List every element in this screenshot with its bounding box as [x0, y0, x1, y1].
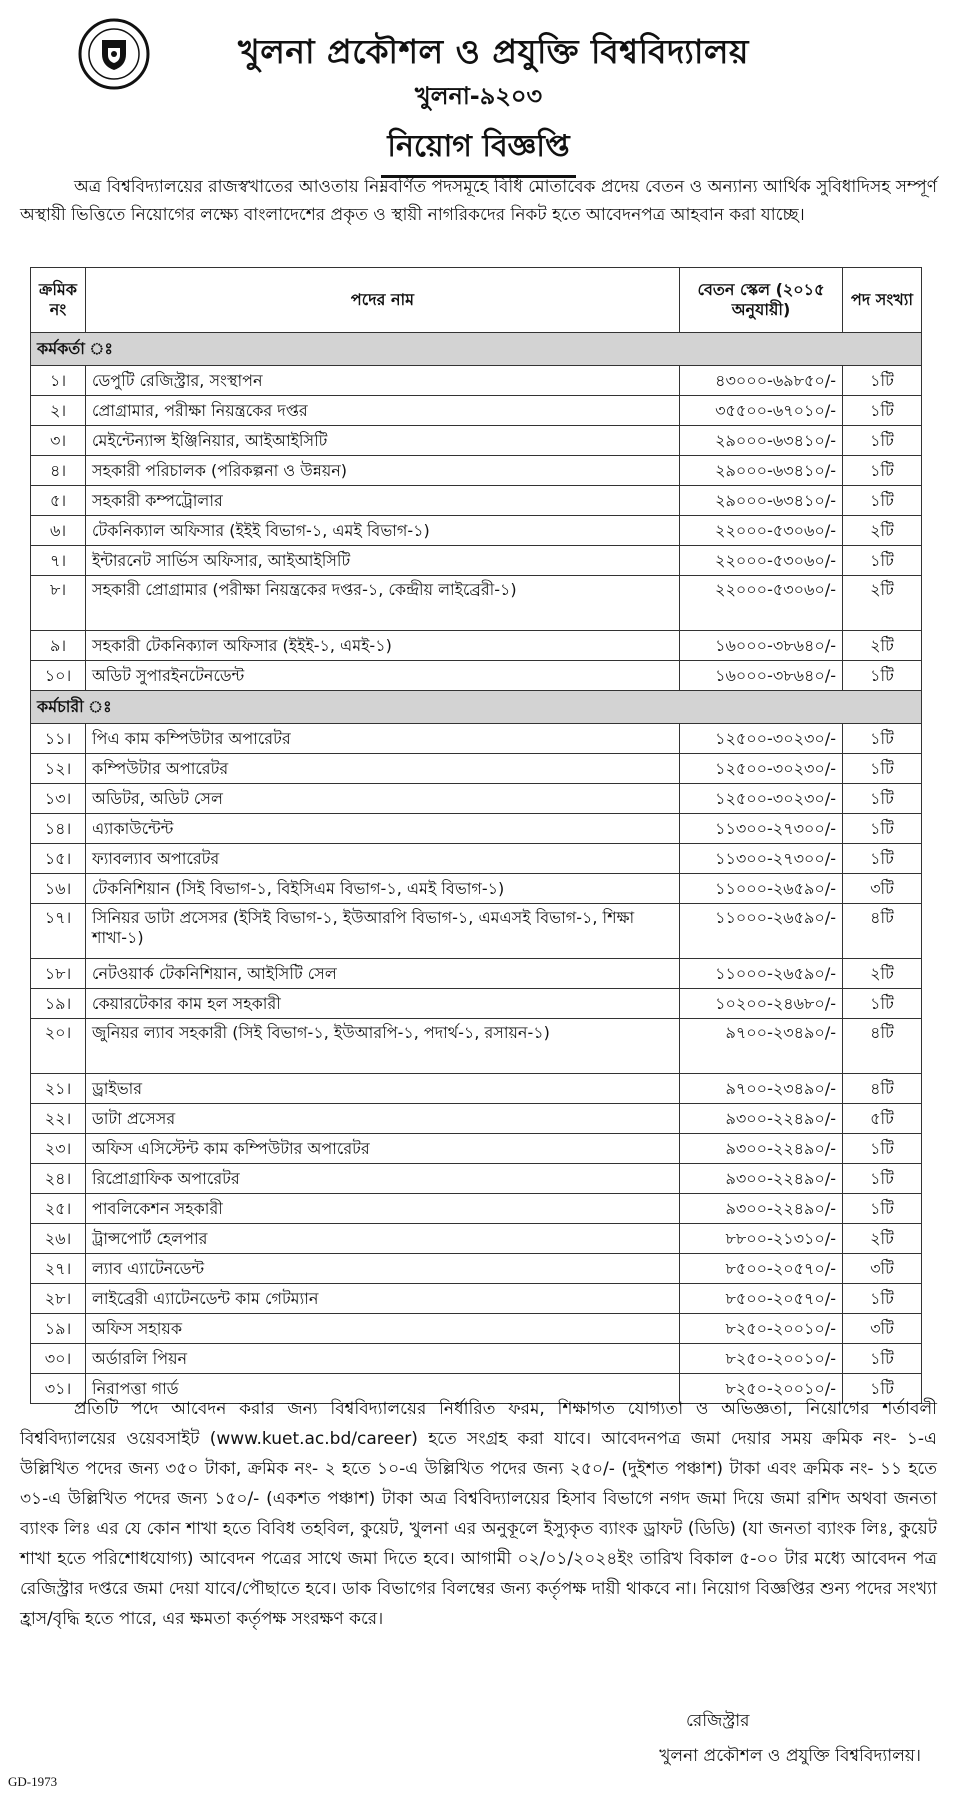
scale-cell: ১২৫০০-৩০২৩০/-: [680, 784, 843, 814]
count-cell: ১টি: [843, 426, 922, 456]
serial-cell: ১৯।: [31, 989, 86, 1019]
count-cell: ১টি: [843, 1344, 922, 1374]
scale-cell: ৮৫০০-২০৫৭০/-: [680, 1284, 843, 1314]
table-row: [31, 1164, 922, 1194]
count-cell: ৫টি: [843, 1104, 922, 1134]
post-cell: মেইন্টেন্যান্স ইঞ্জিনিয়ার, আইআইসিটি: [86, 426, 680, 456]
scale-cell: ১১০০০-২৬৫৯০/-: [680, 959, 843, 989]
table-row: [31, 874, 922, 904]
scale-cell: ১০২০০-২৪৬৮০/-: [680, 989, 843, 1019]
serial-cell: ১৩।: [31, 784, 86, 814]
table-row: [31, 576, 922, 631]
scale-cell: ৪৩০০০-৬৯৮৫০/-: [680, 366, 843, 396]
table-row: [31, 456, 922, 486]
serial-cell: ২২।: [31, 1104, 86, 1134]
header-serial: ক্রমিক নং: [31, 268, 86, 333]
scale-cell: ১৬০০০-৩৮৬৪০/-: [680, 631, 843, 661]
post-cell: ডাটা প্রসেসর: [86, 1104, 680, 1134]
scale-cell: ২২০০০-৫৩০৬০/-: [680, 576, 843, 631]
serial-cell: ৭।: [31, 546, 86, 576]
scale-cell: ৮২৫০-২০০১০/-: [680, 1374, 843, 1404]
section-row: [31, 333, 922, 366]
post-cell: পাবলিকেশন সহকারী: [86, 1194, 680, 1224]
post-cell: প্রোগ্রামার, পরীক্ষা নিয়ন্ত্রকের দপ্তর: [86, 396, 680, 426]
scale-cell: ১১৩০০-২৭৩০০/-: [680, 814, 843, 844]
count-cell: ১টি: [843, 396, 922, 426]
post-cell: ড্রাইভার: [86, 1074, 680, 1104]
serial-cell: ১৪।: [31, 814, 86, 844]
count-cell: ১টি: [843, 546, 922, 576]
post-cell: অফিস সহায়ক: [86, 1314, 680, 1344]
header-count: পদ সংখ্যা: [843, 268, 922, 333]
post-cell: পিএ কাম কম্পিউটার অপারেটর: [86, 724, 680, 754]
serial-cell: ১২।: [31, 754, 86, 784]
serial-cell: ১।: [31, 366, 86, 396]
table-row: [31, 1074, 922, 1104]
table-row: [31, 959, 922, 989]
post-cell: এ্যাকাউন্টেন্ট: [86, 814, 680, 844]
scale-cell: ৮২৫০-২০০১০/-: [680, 1314, 843, 1344]
header-scale: বেতন স্কেল (২০১৫ অনুযায়ী): [680, 268, 843, 333]
post-cell: টেকনিশিয়ান (সিই বিভাগ-১, বিইসিএম বিভাগ-১, এমই বিভাগ-১): [86, 874, 680, 904]
post-cell: ডেপুটি রেজিস্ট্রার, সংস্থাপন: [86, 366, 680, 396]
post-cell: সহকারী কম্পট্রোলার: [86, 486, 680, 516]
serial-cell: ৫।: [31, 486, 86, 516]
count-cell: ২টি: [843, 576, 922, 631]
count-cell: ১টি: [843, 1284, 922, 1314]
post-cell: নেটওয়ার্ক টেকনিশিয়ান, আইসিটি সেল: [86, 959, 680, 989]
ad-code: GD-1973: [8, 1774, 58, 1789]
scale-cell: ৯৭০০-২৩৪৯০/-: [680, 1074, 843, 1104]
post-cell: অর্ডারলি পিয়ন: [86, 1344, 680, 1374]
post-cell: অডিটর, অডিট সেল: [86, 784, 680, 814]
table-row: [31, 1224, 922, 1254]
count-cell: ৪টি: [843, 1074, 922, 1104]
job-table: [30, 267, 922, 1404]
serial-cell: ২৫।: [31, 1194, 86, 1224]
notice-title-text: নিয়োগ বিজ্ঞপ্তি: [381, 122, 575, 178]
serial-cell: ২৭।: [31, 1254, 86, 1284]
post-cell: লাইব্রেরী এ্যাটেনডেন্ট কাম গেটম্যান: [86, 1284, 680, 1314]
header: [0, 14, 957, 184]
count-cell: ১টি: [843, 784, 922, 814]
serial-cell: ৮।: [31, 576, 86, 631]
post-cell: অফিস এসিস্টেন্ট কাম কম্পিউটার অপারেটর: [86, 1134, 680, 1164]
serial-cell: ১০।: [31, 661, 86, 691]
table-row: [31, 1194, 922, 1224]
section-row: [31, 691, 922, 724]
post-cell: সিনিয়র ডাটা প্রসেসর (ইসিই বিভাগ-১, ইউআরপি বিভাগ-১, এমএসই বিভাগ-১, শিক্ষা শাখা-১): [86, 904, 680, 959]
table-row: [31, 1344, 922, 1374]
table-row: [31, 1314, 922, 1344]
count-cell: ২টি: [843, 1224, 922, 1254]
count-cell: ২টি: [843, 959, 922, 989]
section-title: কর্মচারী ঃ: [31, 691, 922, 724]
serial-cell: ১৯।: [31, 1314, 86, 1344]
scale-cell: ২২০০০-৫৩০৬০/-: [680, 516, 843, 546]
count-cell: ৪টি: [843, 904, 922, 959]
serial-cell: ২৩।: [31, 1134, 86, 1164]
post-cell: জুনিয়র ল্যাব সহকারী (সিই বিভাগ-১, ইউআরপি-১, পদার্থ-১, রসায়ন-১): [86, 1019, 680, 1074]
table-row: [31, 1134, 922, 1164]
count-cell: ১টি: [843, 844, 922, 874]
count-cell: ১টি: [843, 1134, 922, 1164]
scale-cell: ৯৩০০-২২৪৯০/-: [680, 1104, 843, 1134]
serial-cell: ২০।: [31, 1019, 86, 1074]
post-cell: সহকারী পরিচালক (পরিকল্পনা ও উন্নয়ন): [86, 456, 680, 486]
post-cell: টেকনিক্যাল অফিসার (ইইই বিভাগ-১, এমই বিভাগ-১): [86, 516, 680, 546]
scale-cell: ১১৩০০-২৭৩০০/-: [680, 844, 843, 874]
count-cell: ১টি: [843, 1164, 922, 1194]
scale-cell: ২৯০০০-৬৩৪১০/-: [680, 426, 843, 456]
scale-cell: ৮২৫০-২০০১০/-: [680, 1344, 843, 1374]
serial-cell: ৩১।: [31, 1374, 86, 1404]
serial-cell: ৩।: [31, 426, 86, 456]
count-cell: ২টি: [843, 631, 922, 661]
serial-cell: ২৪।: [31, 1164, 86, 1194]
scale-cell: ১৬০০০-৩৮৬৪০/-: [680, 661, 843, 691]
serial-cell: ১১।: [31, 724, 86, 754]
table-row: [31, 724, 922, 754]
post-cell: নিরাপত্তা গার্ড: [86, 1374, 680, 1404]
table-row: [31, 661, 922, 691]
scale-cell: ২৯০০০-৬৩৪১০/-: [680, 456, 843, 486]
job-table-body: [31, 333, 922, 1404]
serial-cell: ২৮।: [31, 1284, 86, 1314]
serial-cell: ১৫।: [31, 844, 86, 874]
post-cell: ট্রান্সপোর্ট হেলপার: [86, 1224, 680, 1254]
serial-cell: ৯।: [31, 631, 86, 661]
count-cell: ১টি: [843, 814, 922, 844]
count-cell: ১টি: [843, 989, 922, 1019]
table-row: [31, 1254, 922, 1284]
university-address: খুলনা-৯২০৩: [414, 82, 543, 110]
table-row: [31, 631, 922, 661]
scale-cell: ৯৩০০-২২৪৯০/-: [680, 1164, 843, 1194]
post-cell: ইন্টারনেট সার্ভিস অফিসার, আইআইসিটি: [86, 546, 680, 576]
table-row: [31, 366, 922, 396]
scale-cell: ৮৫০০-২০৫৭০/-: [680, 1254, 843, 1284]
table-row: [31, 1019, 922, 1074]
serial-cell: ১৮।: [31, 959, 86, 989]
count-cell: ২টি: [843, 516, 922, 546]
table-row: [31, 1104, 922, 1134]
count-cell: ১টি: [843, 456, 922, 486]
post-cell: ল্যাব এ্যাটেনডেন্ট: [86, 1254, 680, 1284]
serial-cell: ২।: [31, 396, 86, 426]
table-row: [31, 516, 922, 546]
post-cell: ফ্যাবল্যাব অপারেটর: [86, 844, 680, 874]
section-title: কর্মকর্তা ঃ: [31, 333, 922, 366]
university-title: খুলনা প্রকৌশল ও প্রযুক্তি বিশ্ববিদ্যালয়: [238, 32, 749, 71]
table-header-row: [31, 268, 922, 333]
scale-cell: ১২৫০০-৩০২৩০/-: [680, 754, 843, 784]
count-cell: ৩টি: [843, 874, 922, 904]
scale-cell: ৯৩০০-২২৪৯০/-: [680, 1134, 843, 1164]
serial-cell: ৬।: [31, 516, 86, 546]
table-row: [31, 784, 922, 814]
table-row: [31, 546, 922, 576]
table-row: [31, 486, 922, 516]
count-cell: ১টি: [843, 1374, 922, 1404]
count-cell: ৩টি: [843, 1314, 922, 1344]
serial-cell: ২১।: [31, 1074, 86, 1104]
count-cell: ১টি: [843, 486, 922, 516]
closing-paragraph: প্রতিটি পদে আবেদন করার জন্য বিশ্ববিদ্যালয়ের নির্ধারিত ফরম, শিক্ষাগত যোগ্যতা ও অভিজ্ঞতা, নিয়োগের শর্তাবলী বিশ্ববিদ্যালয়ের ওয়েবসাইট (www.kuet.ac.bd/career) হতে সংগ্রহ করা যাবে। আবেদনপত্র জমা দেয়ার সময় ক্রমিক নং- ১-এ উল্লিখিত পদের জন্য ৩৫০ টাকা, ক্রমিক নং- ২ হতে ১০-এ উল্লিখিত পদের জন্য ২৫০/- (দুইশত পঞ্চাশ) টাকা এবং ক্রমিক নং- ১১ হতে ৩১-এ উল্লিখিত পদের জন্য ১৫০/- (একশত পঞ্চাশ) টাকা অত্র বিশ্ববিদ্যালয়ের হিসাব বিভাগে নগদ জমা দিয়ে জমা রশিদ অথবা জনতা ব্যাংক লিঃ এর যে কোন শাখা হতে বিবিধ তহবিল, কুয়েট, খুলনা এর অনুকূলে ইস্যুকৃত ব্যাংক ড্রাফট (ডিডি) (যা জনতা ব্যাংক লিঃ, কুয়েট শাখা হতে পরিশোধযোগ্য) আবেদন পত্রের সাথে জমা দিতে হবে। আগামী ০২/০১/২০২৪ইং তারিখ বিকাল ৫-০০ টার মধ্যে আবেদন পত্র রেজিস্ট্রার দপ্তরে জমা দেয়া যাবে/পৌছাতে হবে। ডাক বিভাগের বিলম্বের জন্য কর্তৃপক্ষ দায়ী থাকবে না। নিয়োগ বিজ্ঞপ্তির শুন্য পদের সংখ্যা হ্রাস/বৃদ্ধি হতে পারে, এর ক্ষমতা কর্তৃপক্ষ সংরক্ষণ করে।: [20, 1399, 937, 1629]
intro-paragraph: অত্র বিশ্ববিদ্যালয়ের রাজস্বখাতের আওতায় নিম্নবর্ণিত পদসমূহে বিধি মোতাবেক প্রদেয় বেতন ও অন্যান্য আর্থিক সুবিধাদিসহ সম্পূর্ণ অস্থায়ী ভিত্তিতে নিয়োগের লক্ষ্যে বাংলাদেশের প্রকৃত ও স্থায়ী নাগরিকদের নিকট হতে আবেদনপত্র আহবান করা যাচ্ছে।: [20, 177, 937, 225]
signature-role: রেজিস্ট্রার: [686, 1711, 750, 1731]
scale-cell: ২২০০০-৫৩০৬০/-: [680, 546, 843, 576]
table-row: [31, 754, 922, 784]
post-cell: কম্পিউটার অপারেটর: [86, 754, 680, 784]
scale-cell: ১১০০০-২৬৫৯০/-: [680, 874, 843, 904]
post-cell: কেয়ারটেকার কাম হল সহকারী: [86, 989, 680, 1019]
count-cell: ১টি: [843, 661, 922, 691]
scale-cell: ২৯০০০-৬৩৪১০/-: [680, 486, 843, 516]
table-row: [31, 426, 922, 456]
serial-cell: ৩০।: [31, 1344, 86, 1374]
table-row: [31, 396, 922, 426]
table-row: [31, 1284, 922, 1314]
count-cell: ১টি: [843, 1194, 922, 1224]
header-post: পদের নাম: [86, 268, 680, 333]
table-row: [31, 989, 922, 1019]
serial-cell: ২৬।: [31, 1224, 86, 1254]
scale-cell: ১১০০০-২৬৫৯০/-: [680, 904, 843, 959]
scale-cell: ৩৫৫০০-৬৭০১০/-: [680, 396, 843, 426]
count-cell: ৪টি: [843, 1019, 922, 1074]
serial-cell: ১৬।: [31, 874, 86, 904]
count-cell: ১টি: [843, 754, 922, 784]
count-cell: ৩টি: [843, 1254, 922, 1284]
scale-cell: ৯৭০০-২৩৪৯০/-: [680, 1019, 843, 1074]
scale-cell: ১২৫০০-৩০২৩০/-: [680, 724, 843, 754]
table-row: [31, 844, 922, 874]
serial-cell: ৪।: [31, 456, 86, 486]
scale-cell: ৮৮০০-২১৩১০/-: [680, 1224, 843, 1254]
scale-cell: ৯৩০০-২২৪৯০/-: [680, 1194, 843, 1224]
signature-organization: খুলনা প্রকৌশল ও প্রযুক্তি বিশ্ববিদ্যালয়।: [659, 1746, 921, 1766]
post-cell: অডিট সুপারইনটেনডেন্ট: [86, 661, 680, 691]
post-cell: রিপ্রোগ্রাফিক অপারেটর: [86, 1164, 680, 1194]
table-row: [31, 904, 922, 959]
table-row: [31, 814, 922, 844]
count-cell: ১টি: [843, 724, 922, 754]
notice-title: [0, 122, 957, 178]
post-cell: সহকারী প্রোগ্রামার (পরীক্ষা নিয়ন্ত্রকের দপ্তর-১, কেন্দ্রীয় লাইব্রেরী-১): [86, 576, 680, 631]
post-cell: সহকারী টেকনিক্যাল অফিসার (ইইই-১, এমই-১): [86, 631, 680, 661]
serial-cell: ১৭।: [31, 904, 86, 959]
count-cell: ১টি: [843, 366, 922, 396]
